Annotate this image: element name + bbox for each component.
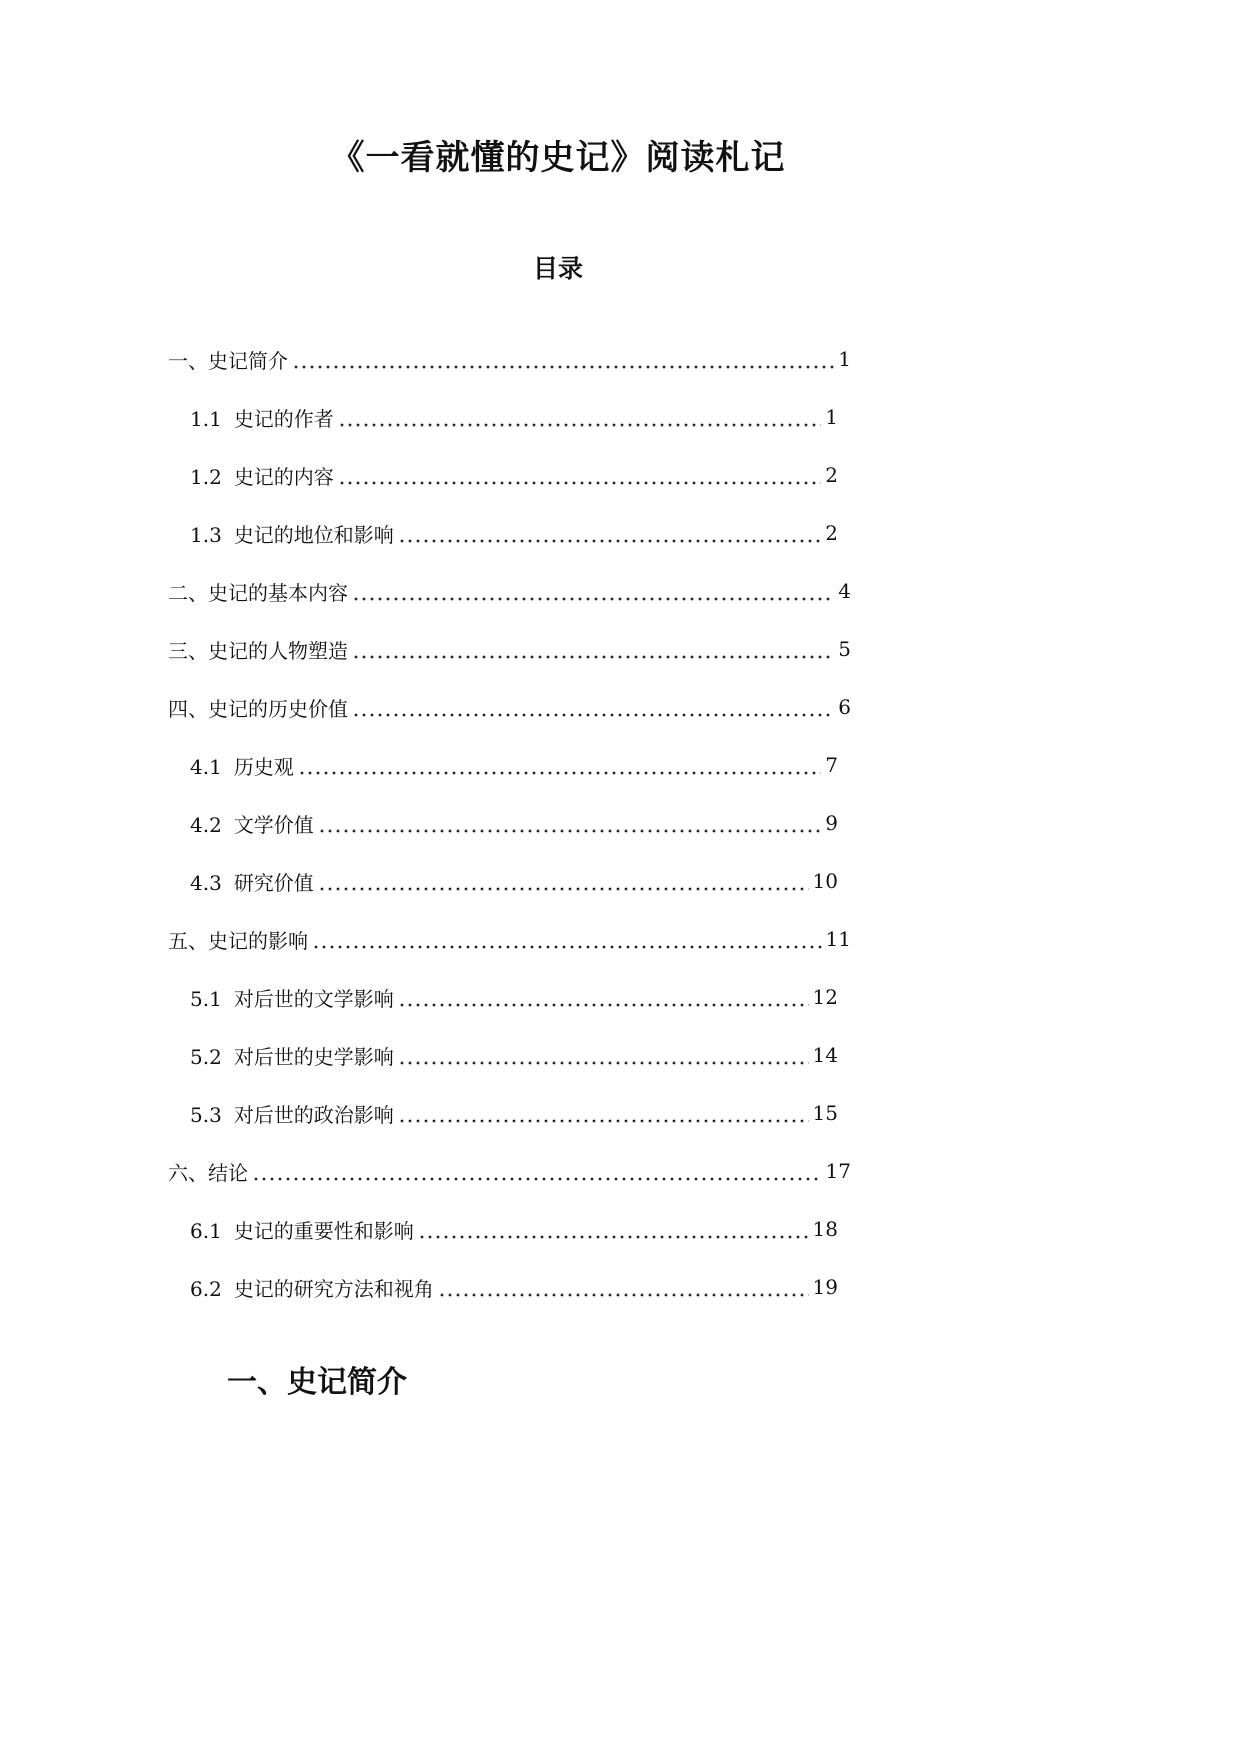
toc-entry-page: 17 (825, 1159, 851, 1183)
toc-entry-label: 六、结论 (168, 1160, 248, 1185)
toc-entry-page: 11 (825, 927, 851, 951)
toc-entry-label (190, 1273, 436, 1302)
toc-entry-page: 10 (812, 869, 838, 893)
toc-leader-dots (398, 1045, 809, 1065)
toc-entry-text: 史记的作者 (233, 406, 334, 431)
toc-entry-number: 4.1 (190, 754, 222, 779)
toc-entry[interactable] (168, 1151, 851, 1191)
toc-entry-text: 对后世的政治影响 (233, 1102, 394, 1127)
toc-entry-page: 2 (825, 521, 838, 545)
toc-heading: 目录 (532, 254, 583, 283)
toc-entry-label (190, 403, 336, 432)
toc-entry-page: 6 (838, 695, 851, 719)
toc-leader-dots (398, 1103, 809, 1123)
toc-entry-text: 对后世的史学影响 (233, 1044, 394, 1069)
toc-leader-dots (398, 987, 809, 1007)
toc-entry-number: 6.2 (190, 1276, 222, 1301)
toc-leader-dots (298, 755, 821, 775)
toc-entry-page: 14 (812, 1043, 838, 1067)
toc-leader-dots (438, 1277, 809, 1297)
toc-entry[interactable] (190, 1035, 838, 1075)
toc-entry-page: 15 (812, 1101, 838, 1125)
toc-entry-text: 历史观 (233, 754, 294, 779)
toc-entry-number: 1.1 (190, 406, 222, 431)
toc-entry-number: 6.1 (190, 1218, 222, 1243)
toc-entry-label (190, 1215, 416, 1244)
toc-leader-dots (352, 697, 834, 717)
toc-entry[interactable] (190, 1209, 838, 1249)
toc-leader-dots (338, 465, 821, 485)
section-heading: 一、史记简介 (227, 1365, 407, 1400)
toc-entry-number: 1.3 (190, 522, 222, 547)
toc-entry[interactable] (168, 571, 851, 611)
toc-entry-number: 5.1 (190, 986, 222, 1011)
document-title: 《一看就懂的史记》阅读札记 (330, 138, 786, 178)
toc-leader-dots (352, 581, 834, 601)
toc-leader-dots (312, 929, 822, 949)
toc-leader-dots (398, 523, 821, 543)
toc-entry-label: 一、史记简介 (168, 348, 288, 373)
toc-entry-label: 四、史记的历史价值 (168, 696, 348, 721)
toc-entry[interactable] (190, 1093, 838, 1133)
toc-entry-page: 2 (825, 463, 838, 487)
toc-entry[interactable] (190, 513, 838, 553)
toc-entry-text: 史记的重要性和影响 (233, 1218, 414, 1243)
toc-leader-dots (338, 407, 821, 427)
toc-entry-label (190, 867, 316, 896)
toc-entry[interactable] (168, 339, 851, 379)
toc-entry-label (190, 461, 336, 490)
toc-entry-number: 1.2 (190, 464, 222, 489)
toc-leader-dots (252, 1161, 822, 1181)
toc-entry-page: 4 (838, 579, 851, 603)
toc-entry-label (190, 751, 296, 780)
toc-entry-text: 研究价值 (233, 870, 314, 895)
toc-entry-text: 史记的研究方法和视角 (233, 1276, 434, 1301)
toc-entry[interactable] (190, 455, 838, 495)
toc-leader-dots (292, 349, 834, 369)
toc-entry-page: 1 (825, 405, 838, 429)
toc-entry-label: 二、史记的基本内容 (168, 580, 348, 605)
toc-entry-page: 19 (812, 1275, 838, 1299)
toc-entry-number: 5.2 (190, 1044, 222, 1069)
toc-entry[interactable] (168, 687, 851, 727)
toc-entry-text: 文学价值 (233, 812, 314, 837)
toc-entry-label: 五、史记的影响 (168, 928, 308, 953)
toc-entry-page: 9 (825, 811, 838, 835)
toc-entry-page: 5 (838, 637, 851, 661)
toc-entry-number: 4.2 (190, 812, 222, 837)
toc-entry-label (190, 809, 316, 838)
toc-entry[interactable] (190, 977, 838, 1017)
toc-leader-dots (318, 813, 821, 833)
toc-entry-label (190, 519, 396, 548)
toc-entry-number: 4.3 (190, 870, 222, 895)
toc-leader-dots (418, 1219, 809, 1239)
toc-entry-text: 史记的内容 (233, 464, 334, 489)
toc-entry[interactable] (168, 919, 851, 959)
toc-entry[interactable] (190, 1267, 838, 1307)
toc-leader-dots (318, 871, 809, 891)
toc-entry[interactable] (190, 745, 838, 785)
toc-entry-page: 12 (812, 985, 838, 1009)
toc-entry-label (190, 1041, 396, 1070)
toc-entry-page: 7 (825, 753, 838, 777)
toc-entry[interactable] (190, 861, 838, 901)
toc-entry-label (190, 983, 396, 1012)
toc-leader-dots (352, 639, 834, 659)
toc-entry-label (190, 1099, 396, 1128)
toc-entry-number: 5.3 (190, 1102, 222, 1127)
toc-entry-label: 三、史记的人物塑造 (168, 638, 348, 663)
toc-entry[interactable] (190, 803, 838, 843)
toc-entry-page: 18 (812, 1217, 838, 1241)
toc-entry-text: 史记的地位和影响 (233, 522, 394, 547)
toc-entry[interactable] (168, 629, 851, 669)
toc-entry-page: 1 (838, 347, 851, 371)
toc-entry[interactable] (190, 397, 838, 437)
toc-entry-text: 对后世的文学影响 (233, 986, 394, 1011)
